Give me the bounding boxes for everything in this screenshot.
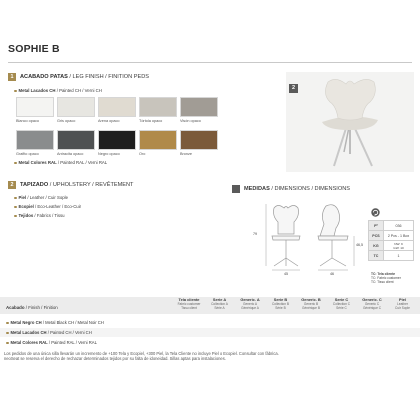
dimensions-title: MEDIDAS / DIMENSIONS / DIMENSIONS <box>244 186 350 192</box>
pricing-row-label: Metal Colores RAL / Painted RAL / Verni RAL <box>0 340 97 345</box>
pricing-column-header: Serie C Collection C Série C <box>332 297 351 311</box>
finish-swatch-label: Tórtola opaco <box>139 119 163 123</box>
front-view-drawing <box>272 206 300 267</box>
dim-seat-height: 46,5 <box>356 243 363 247</box>
spec-key: Pº <box>369 221 384 231</box>
page-title: SOPHIE B <box>8 43 60 55</box>
upholstery-section-title: TAPIZADO / UPHOLSTERY / REVÊTEMENT <box>20 181 134 188</box>
spec-row <box>369 231 414 241</box>
pricing-column-header: Generic. C Generic C Générique C <box>362 297 382 311</box>
pricing-row <box>0 318 420 327</box>
spec-row <box>369 241 414 251</box>
finish-swatch <box>180 97 218 117</box>
finish-swatch <box>98 130 136 150</box>
chair-photo-image <box>286 72 414 172</box>
upholstery-item-ecoleather: Ecopiel / Eco-Leather / Eco-Cuir <box>14 204 81 209</box>
bullet-icon <box>14 162 17 165</box>
ral-label: Metal Colores RAL / Painted RAL / Verni RAL <box>14 160 107 165</box>
finish-swatch-label: Bronze <box>180 152 193 156</box>
finish-section-number: 1 <box>8 73 16 81</box>
bullet-icon <box>6 322 9 325</box>
pricing-header-label: Acabado / Finish / Finition <box>6 305 58 310</box>
spec-key: PCS <box>369 231 384 241</box>
swivel-icon <box>368 206 383 218</box>
lacquered-label: Metal Lacados CH / Painted CH / Verni CH <box>14 88 102 93</box>
spec-value: 036 <box>384 221 414 231</box>
finish-swatch <box>139 97 177 117</box>
pricing-column-header: Tela cliente Fabric customer Tissu client <box>177 297 201 311</box>
dimension-drawings <box>262 200 362 278</box>
footer-note: Los pedidos de una única silla llevarán un incremento de +100 Tela y Ecopiel, +300 Piel, la Tela Cliente no incluye Piel o Ecopiel. Consultar con fábrica. neoSeat se reserva el derecho de rechazar determinados tejidos por su falta de idoneidad. Sillas aptas para instalaciones. <box>4 351 279 361</box>
spec-value: 1 <box>384 251 414 261</box>
bullet-icon <box>6 342 9 345</box>
finish-swatch <box>16 97 54 117</box>
bullet-icon <box>14 197 17 200</box>
pricing-column-header: Piel Leather Cuir Sople <box>395 297 410 311</box>
title-divider <box>8 62 412 63</box>
upholstery-item-leather: Piel / Leather / Cuir Sople <box>14 195 68 200</box>
finish-swatch <box>57 97 95 117</box>
finish-section-title: ACABADO PATAS / LEG FINISH / FINITION PEDS <box>20 73 149 80</box>
ruler-icon <box>232 185 240 193</box>
finish-swatch-label: Arena opaco <box>98 119 120 123</box>
dim-width-side: 46 <box>330 272 334 276</box>
pricing-row-label: Metal Lacados CH / Painted CH / Verni CH <box>0 330 92 335</box>
finish-swatch <box>139 130 177 150</box>
bullet-icon <box>6 332 9 335</box>
dim-width-front: 45 <box>284 272 288 276</box>
bullet-icon <box>14 215 17 218</box>
product-photo <box>286 72 414 172</box>
pricing-row-label: Metal Negro CH / Metal Black CH / Metal Noir CH <box>0 320 104 325</box>
upholstery-section-header <box>8 180 133 189</box>
dim-height: 79 <box>253 232 257 236</box>
finish-swatch-label: Grafito opaco <box>16 152 39 156</box>
spec-table <box>368 220 414 261</box>
finish-swatch <box>98 97 136 117</box>
finish-swatch-label: Oro <box>139 152 146 156</box>
upholstery-item-fabrics: Tejidos / Fabrics / Tissu <box>14 213 65 218</box>
spec-value: 2 Pcs - 1 Box <box>384 231 414 241</box>
finish-swatch <box>16 130 54 150</box>
upholstery-section-number: 2 <box>8 181 16 189</box>
finish-swatch <box>57 130 95 150</box>
finish-swatch <box>180 130 218 150</box>
pricing-column-header: Generic. A Generic A Générique A <box>240 297 260 311</box>
finish-swatch-label: Blanco opaco <box>16 119 40 123</box>
finish-section-header <box>8 72 149 81</box>
rotate-icon <box>371 208 380 217</box>
finish-swatch-label: Visón opaco <box>180 119 201 123</box>
spec-key: KG <box>369 241 384 251</box>
pricing-row <box>0 338 420 347</box>
spec-value: NW: 9 GW: 10 <box>384 241 414 251</box>
photo-callout-number: 2 <box>289 84 298 93</box>
spec-row <box>369 251 414 261</box>
finish-swatch-label: Antracita opaco <box>57 152 84 156</box>
finish-swatch-label: Negro opaco <box>98 152 120 156</box>
bullet-icon <box>14 90 17 93</box>
finish-swatch-label: Gris opaco <box>57 119 76 123</box>
spec-key: TC <box>369 251 384 261</box>
bullet-icon <box>14 206 17 209</box>
pricing-row <box>0 328 420 337</box>
pricing-column-header: Serie B Collection B Série B <box>271 297 289 311</box>
pricing-column-header: Generic. B Generic B Générique B <box>301 297 321 311</box>
side-view-drawing <box>318 205 348 266</box>
tc-note: TC: Tela cliente TC: Fabric customer TC: Tissu client <box>371 272 401 285</box>
pricing-column-header: Serie A Collection A Série A <box>211 297 228 311</box>
spec-row <box>369 221 414 231</box>
